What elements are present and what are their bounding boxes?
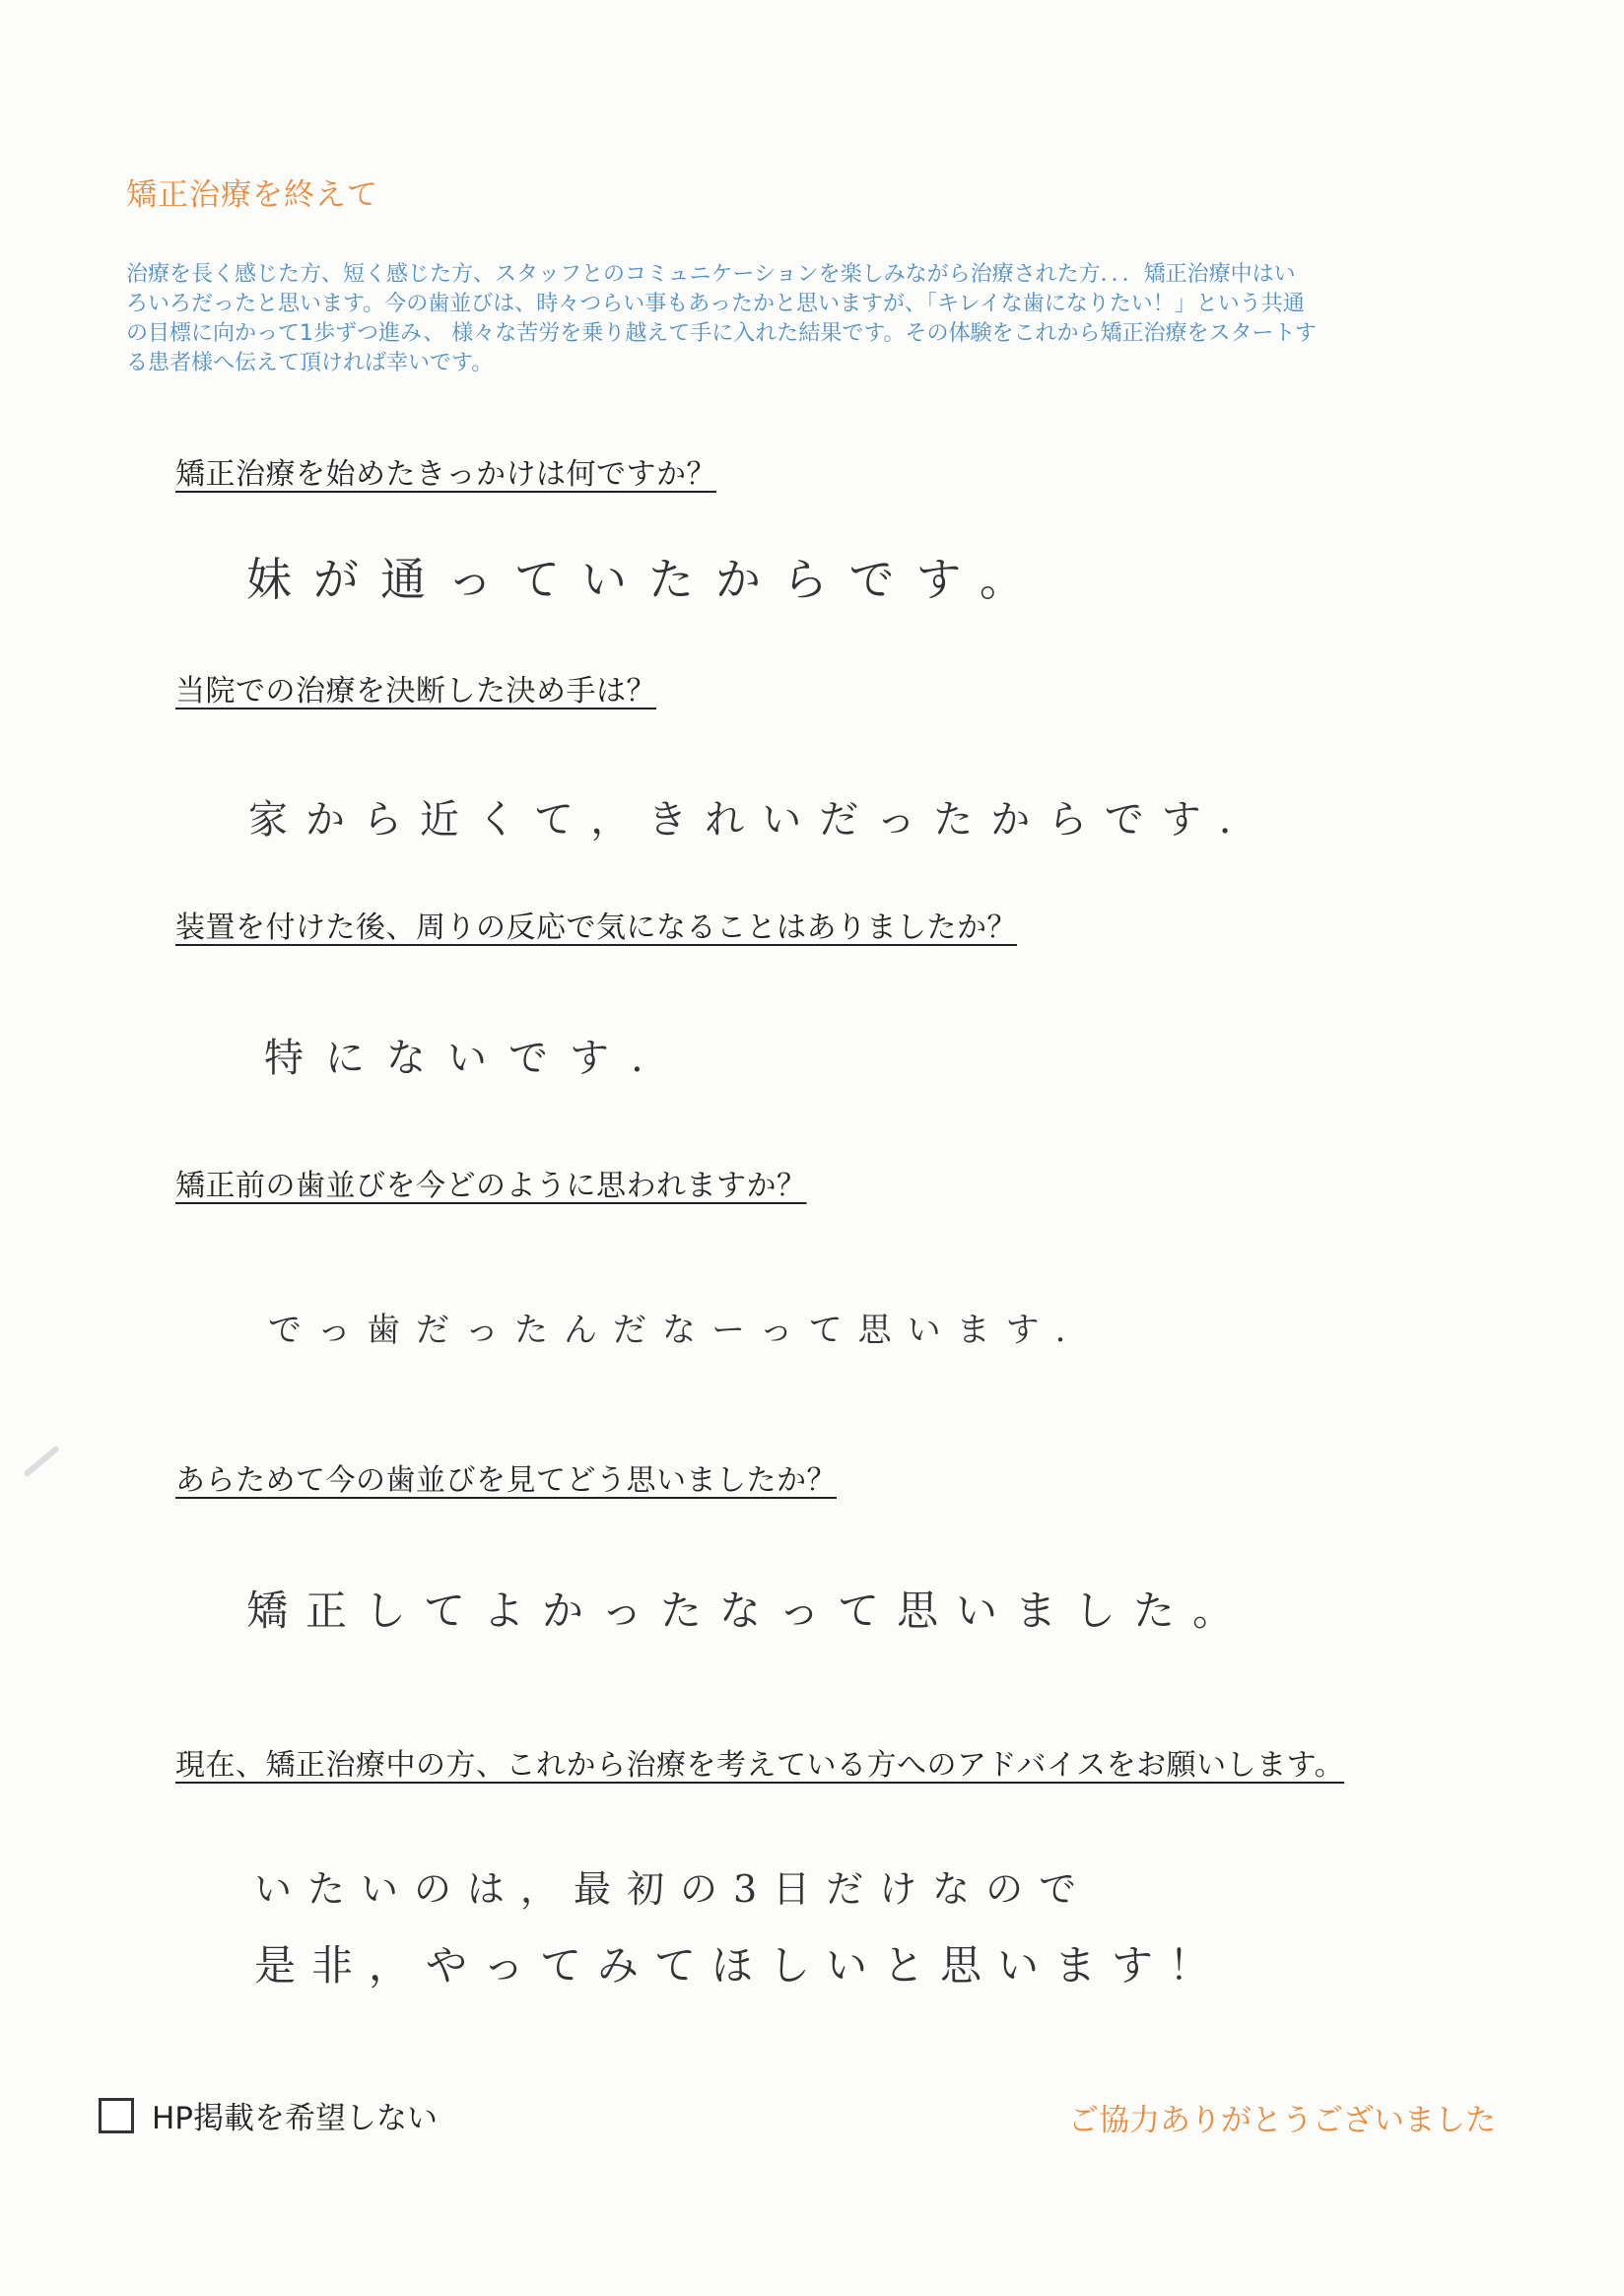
answer-4: でっ歯だったんだなーって思います. xyxy=(268,1311,1082,1350)
paper-mark xyxy=(23,1446,60,1478)
answer-5: 矯正してよかったなって思いました。 xyxy=(246,1587,1252,1635)
intro-line: ろいろだったと思います。今の歯並びは、時々つらい事もあったかと思いますが、「キレイな歯になりたい！」という共通 xyxy=(126,292,1305,316)
thanks-message: ご協力ありがとうございました xyxy=(1068,2103,1496,2138)
intro-text xyxy=(126,260,1506,378)
question-3: 装置を付けた後、周りの反応で気になることはありましたか？ xyxy=(175,911,1017,945)
page-title: 矯正治療を終えて xyxy=(126,177,378,213)
answer-1: 妹が通っていたからです。 xyxy=(246,553,1047,606)
intro-line: 治療を長く感じた方、短く感じた方、スタッフとのコミュニケーションを楽しみながら治療された方．．．矯正治療中はい xyxy=(126,262,1296,287)
hp-opt-out-checkbox[interactable] xyxy=(99,2098,134,2133)
answer-2: 家から近くて，きれいだったからです. xyxy=(248,797,1250,843)
answer-6-line-2: 是非，やってみてほしいと思います！ xyxy=(254,1941,1227,1990)
hp-opt-out[interactable] xyxy=(99,2093,438,2137)
question-6: 現在、矯正治療中の方、これから治療を考えている方へのアドバイスをお願いします。 xyxy=(175,1748,1345,1783)
intro-line: の目標に向かって1歩ずつ進み、 様々な苦労を乗り越えて手に入れた結果です。その体験をこれから矯正治療をスタートす xyxy=(126,321,1317,346)
answer-3: 特にないです. xyxy=(264,1036,665,1081)
hp-opt-out-label: HP掲載を希望しない xyxy=(152,2101,439,2136)
question-1: 矯正治療を始めたきっかけは何ですか？ xyxy=(175,457,716,492)
question-2: 当院での治療を決断した決め手は？ xyxy=(175,674,656,709)
question-4: 矯正前の歯並びを今どのように思われますか？ xyxy=(175,1169,807,1203)
answer-6-line-1: いたいのは，最初の3日だけなので xyxy=(254,1867,1093,1911)
question-5: あらためて今の歯並びを見てどう思いましたか？ xyxy=(175,1463,837,1498)
intro-line: る患者様へ伝えて頂ければ幸いです。 xyxy=(126,351,494,375)
